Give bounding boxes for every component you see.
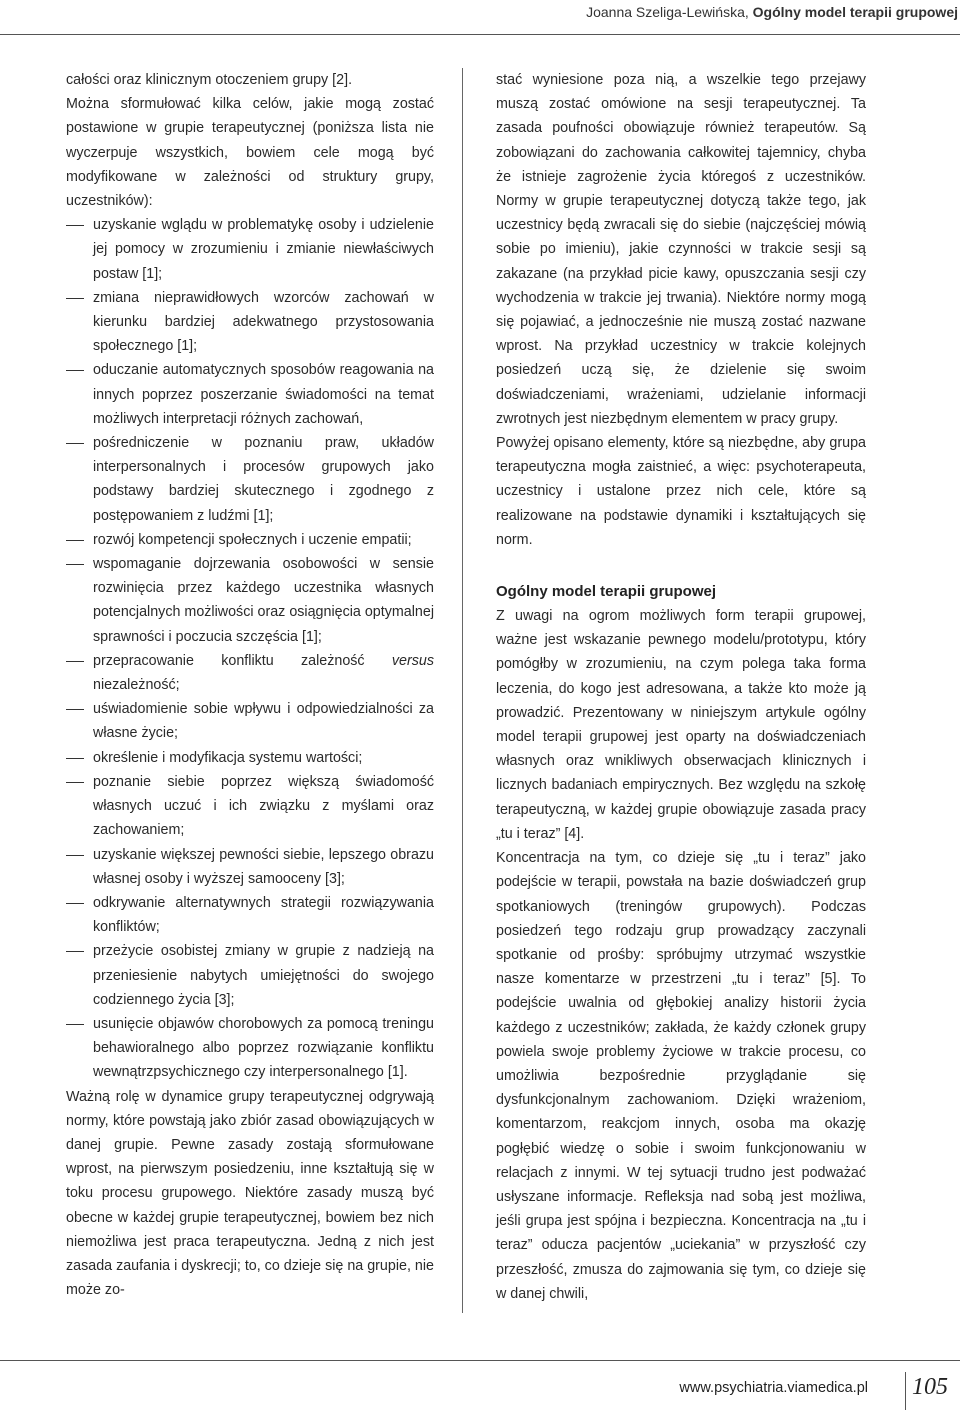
dash-bullet [66,298,84,299]
paragraph-continued: całości oraz klinicznym otoczeniem grupy [2]. [66,72,353,88]
list-item: uświadomienie sobie wpływu i odpowiedzialności za własne życie; [66,697,434,745]
footer-rule [0,1360,960,1361]
page-number: 105 [912,1374,948,1400]
footer-url[interactable]: www.psychiatria.viamedica.pl [679,1380,868,1396]
section-heading: Ogólny model terapii grupowej [496,583,717,601]
dash-bullet [66,564,84,565]
goals-intro: Można sformułować kilka celów, jakie mogą zostać postawione w grupie terapeutycznej (poniższa lista nie wyczerpuje wszystkich, bowiem cele mogą być modyfikowane w zależności od struktury grupy, uczestników): [66,96,434,210]
dash-bullet [66,370,84,371]
dash-bullet [66,782,84,783]
list-item: uzyskanie wglądu w problematykę osoby i udzielenie jej pomocy w zrozumieniu i zmianie niewłaściwych postaw [1]; [66,213,434,286]
running-header [58,2,958,32]
list-item: odkrywanie alternatywnych strategii rozwiązywania konfliktów; [66,891,434,939]
model-paragraph: Z uwagi na ogrom możliwych form terapii grupowej, ważne jest wskazanie pewnego modelu/prototypu, który pomógłby w zrozumieniu, na czym polega taka forma leczenia, do kogo jest adresowana, a także kto może ją prowadzić. Prezentowany w niniejszym artykule ogólny model terapii grupowej jest oparty na doświadczeniach własnych oraz wnikliwych obserwacjach klinicznych i licznych badaniach empirycznych. Bez względu na szkołę terapeutyczną, w każdej grupie obowiązuje zasada pracy „tu i teraz” [4]. [496,608,866,842]
header-title: Ogólny model terapii grupowej [752,4,958,20]
list-item: oduczanie automatycznych sposobów reagowania na innych poprzez poszerzanie świadomości na temat możliwych interpretacji różnych zachowań, [66,358,434,431]
list-item: poznanie siebie poprzez większą świadomość własnych uczuć i ich związku z myślami oraz zachowaniem; [66,770,434,843]
dash-bullet [66,443,84,444]
list-item: uzyskanie większej pewności siebie, lepszego obrazu własnej osoby i wyższej samooceny [3]; [66,843,434,891]
list-item: przeżycie osobistej zmiany w grupie z nadzieją na przeniesienie nabytych umiejętności do swojego codziennego życia [3]; [66,939,434,1012]
dash-bullet [66,758,84,759]
column-divider [462,68,463,1313]
list-item: usunięcie objawów chorobowych za pomocą treningu behawioralnego albo poprzez rozwiązanie konfliktu wewnątrzpsychicznego czy interpersonalnego [1]. [66,1012,434,1085]
goals-list [66,213,434,1084]
list-item: wspomaganie dojrzewania osobowości w sensie rozwinięcia przez każdego uczestnika własnych potencjalnych możliwości oraz osiągnięcia optymalnej sprawności i poczucia szczęścia [1]; [66,552,434,649]
list-item: pośredniczenie w poznaniu praw, układów interpersonalnych i procesów grupowych jako podstawy bardziej skutecznego i zgodnego z postępowaniem z ludźmi [1]; [66,431,434,528]
dash-bullet [66,855,84,856]
list-item: określenie i modyfikacja systemu wartości; [66,746,434,770]
dash-bullet [66,540,84,541]
header-rule [0,34,960,35]
dash-bullet [66,225,84,226]
list-item: rozwój kompetencji społecznych i uczenie empatii; [66,528,434,552]
list-item: przepracowanie konfliktu zależność versus niezależność; [66,649,434,697]
dash-bullet [66,1024,84,1025]
header-authors: Joanna Szeliga-Lewińska, [586,4,749,20]
norms-paragraph: Ważną rolę w dynamice grupy terapeutycznej odgrywają normy, które powstają jako zbiór zasad obowiązujących w danej grupie. Pewne zasady zostają sformułowane wprost, na pierwszym posiedzeniu, inne kształtują się w toku procesu grupowego. Niektóre zasady muszą być obecne w każdej grupie terapeutycznej, bowiem bez nich niemożliwa jest praca terapeutyczna. Jedną z nich jest zasada zaufania i dyskrecji; to, co dzieje się na grupie, nie może zo- [66,1088,434,1299]
footer-divider [905,1372,906,1410]
dash-bullet [66,709,84,710]
right-column [496,68,866,1306]
here-and-now-paragraph: Koncentracja na tym, co dzieje się „tu i teraz” jako podejście w terapii, powstała na bazie doświadczeń grup spotkaniowych (treningów grupowych). Podczas posiedzeń tego rodzaju grup prowadzący zaczynali spotkanie od prośby: spróbujmy utrzymać wszystkie nasze komentarze w przestrzeni „tu i teraz” [5]. To podejście uwalnia od głębokiej analizy historii życia każdego z uczestników; zakłada, że każdy członek grupy powiela swoje problemy życiowe w trakcie procesu, co umożliwia bezpośrednie przyglądanie się dysfunkcjonalnym zachowaniom. Dzięki wrażeniom, komentarzom, reakcjom innych, osoba ma okazję pogłębić wiedzę o sobie i swoim funkcjonowaniu w relacjach z innymi. W tej sytuacji trudno jest podważać usłyszane informacje. Refleksja nad sobą jest możliwa, jeśli grupa jest spójna i bezpieczna. Koncentracja na „tu i teraz” oducza pacjentów „uciekania” w przyszłość czy przeszłość, zmusza do zajmowania się tym, co dzieje się w danej chwili, [496,850,866,1302]
dash-bullet [66,903,84,904]
list-item: zmiana nieprawidłowych wzorców zachowań w kierunku bardziej adekwatnego przystosowania społecznego [1]; [66,286,434,359]
italic-term: versus [391,652,434,669]
dash-bullet [66,661,84,662]
confidentiality-paragraph: stać wyniesione poza nią, a wszelkie tego przejawy muszą zostać omówione na sesji terapeutycznej. Ta zasada poufności obowiązuje również terapeutów. Są zobowiązani do zachowania całkowitej tajemnicy, chyba że istnieje zagrożenie życia któregoś z uczestników. Normy w grupie terapeutycznej dotyczą także tego, jak uczestnicy będą zwracali się do siebie (najczęściej mówią sobie po imieniu), jakie czynności w trakcie sesji są zakazane (na przykład picie kawy, opuszczania sesji czy wychodzenia w trakcie jej trwania). Niektóre normy mogą się pojawiać, a jednocześnie nie muszą zostać nazwane wprost. Na przykład uczestnicy w trakcie kolejnych posiedzeń uczą się, że dzielenie się swoim doświadczeniami, wrażeniami, udzielanie informacji zwrotnych jest niezbędnym elementem w pracy grupy. [496,72,866,427]
left-column [66,68,434,1302]
summary-paragraph: Powyżej opisano elementy, które są niezbędne, aby grupa terapeutyczna mogła zaistnieć, a więc: psychoterapeuta, uczestnicy i ustalone przez nich cele, które są realizowane na podstawie dynamiki i kształtujących się norm. [496,435,866,548]
dash-bullet [66,951,84,952]
